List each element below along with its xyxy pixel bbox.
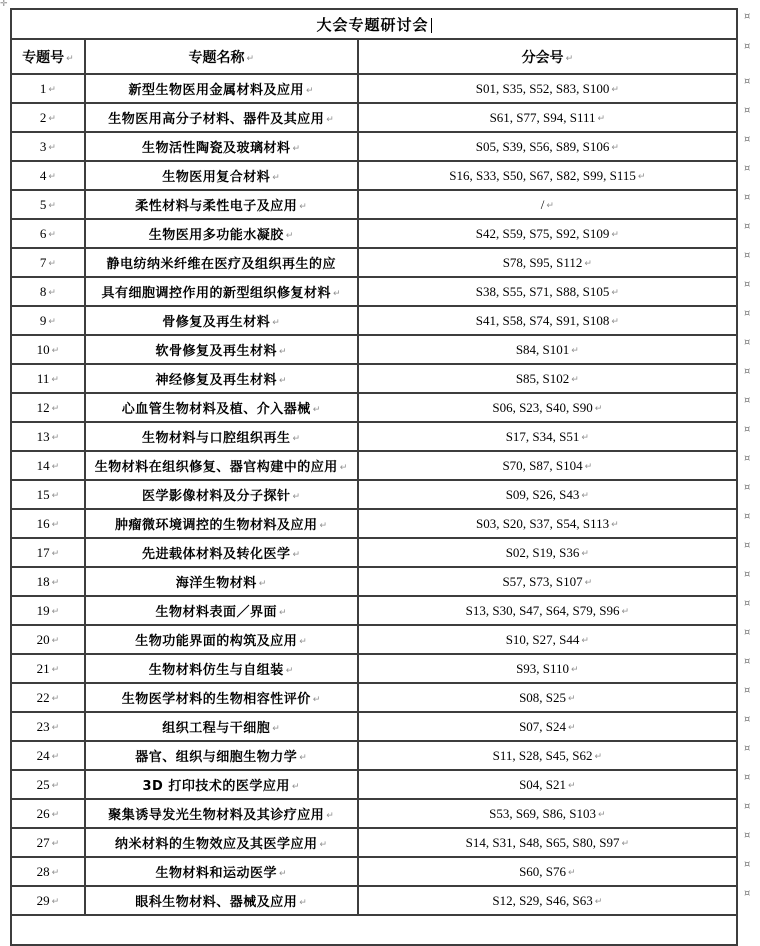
paragraph-mark-icon: ↵ bbox=[568, 693, 576, 704]
row-end-mark: ¤ bbox=[744, 192, 751, 203]
table-row bbox=[11, 886, 759, 915]
cell-session-codes[interactable]: S02, S19, S36 ↵ bbox=[358, 538, 737, 567]
paragraph-mark-icon: ↵ bbox=[51, 780, 60, 791]
paragraph-mark-icon: ↵ bbox=[299, 753, 308, 763]
cell-session-codes[interactable]: S78, S95, S112 ↵ bbox=[358, 248, 737, 277]
table-row bbox=[11, 190, 759, 219]
paragraph-mark-icon: ↵ bbox=[611, 519, 619, 530]
cell-session-codes[interactable]: S12, S29, S46, S63 ↵ bbox=[358, 886, 737, 915]
header-topic-no[interactable]: 专题号 ↵ bbox=[11, 39, 85, 74]
paragraph-mark-icon: ↵ bbox=[48, 200, 56, 211]
cell-session-codes[interactable]: S05, S39, S56, S89, S106 ↵ bbox=[358, 132, 737, 161]
paragraph-mark-icon: ↵ bbox=[597, 113, 606, 124]
table-row bbox=[11, 857, 759, 886]
table-row bbox=[11, 567, 759, 596]
cell-session-codes[interactable]: / ↵ bbox=[358, 190, 737, 219]
row-end-mark: ¤ bbox=[744, 453, 751, 464]
cell-topic-name[interactable]: 器官、组织与细胞生物力学 ↵ bbox=[85, 741, 358, 770]
paragraph-mark-icon: ↵ bbox=[51, 403, 60, 414]
row-end-mark: ¤ bbox=[744, 627, 751, 638]
paragraph-mark-icon: ↵ bbox=[278, 376, 287, 386]
cell-session-codes[interactable]: S38, S55, S71, S88, S105 ↵ bbox=[358, 277, 737, 306]
cell-session-codes[interactable]: S70, S87, S104 ↵ bbox=[358, 451, 737, 480]
cell-topic-no[interactable]: 20 ↵ bbox=[11, 625, 85, 654]
row-end-mark: ¤ bbox=[744, 482, 751, 493]
cell-topic-name[interactable]: 生物功能界面的构筑及应用 ↵ bbox=[85, 625, 358, 654]
cell-topic-no[interactable]: 16 ↵ bbox=[11, 509, 85, 538]
paragraph-mark-icon: ↵ bbox=[48, 84, 56, 95]
row-end-mark: ¤ bbox=[744, 11, 751, 22]
paragraph-mark-icon: ↵ bbox=[621, 606, 630, 617]
cell-session-codes[interactable]: S09, S26, S43 ↵ bbox=[358, 480, 737, 509]
paragraph-mark-icon: ↵ bbox=[48, 113, 56, 124]
row-end-mark: ¤ bbox=[744, 424, 751, 435]
row-end-mark: ¤ bbox=[744, 511, 751, 522]
header-row bbox=[11, 39, 759, 74]
cell-topic-name[interactable]: 纳米材料的生物效应及其医学应用 ↵ bbox=[85, 828, 358, 857]
cell-topic-name[interactable]: 组织工程与干细胞 ↵ bbox=[85, 712, 358, 741]
cell-topic-name[interactable]: 生物医用高分子材料、器件及其应用 ↵ bbox=[85, 103, 358, 132]
cell-topic-no[interactable]: 7 ↵ bbox=[11, 248, 85, 277]
paragraph-mark-icon: ↵ bbox=[51, 432, 60, 443]
table-row bbox=[11, 364, 759, 393]
cell-topic-no[interactable]: 22 ↵ bbox=[11, 683, 85, 712]
paragraph-mark-icon: ↵ bbox=[51, 751, 60, 762]
row-end-mark: ¤ bbox=[744, 105, 751, 116]
table-row bbox=[11, 132, 759, 161]
paragraph-mark-icon: ↵ bbox=[48, 229, 56, 240]
paragraph-mark-icon: ↵ bbox=[51, 345, 60, 356]
row-end-mark: ¤ bbox=[744, 221, 751, 232]
row-end-mark: ¤ bbox=[744, 540, 751, 551]
paragraph-mark-icon: ↵ bbox=[291, 782, 300, 792]
paragraph-mark-icon: ↵ bbox=[621, 838, 630, 849]
cell-session-codes[interactable]: S14, S31, S48, S65, S80, S97 ↵ bbox=[358, 828, 737, 857]
paragraph-mark-icon: ↵ bbox=[571, 374, 579, 385]
cell-topic-name[interactable]: 先进载体材料及转化医学 ↵ bbox=[85, 538, 358, 567]
table-row bbox=[11, 306, 759, 335]
paragraph-mark-icon: ↵ bbox=[51, 867, 60, 878]
paragraph-mark-icon: ↵ bbox=[594, 403, 603, 414]
cell-topic-no[interactable]: 17 ↵ bbox=[11, 538, 85, 567]
paragraph-mark-icon: ↵ bbox=[312, 405, 321, 415]
cell-topic-no[interactable]: 5 ↵ bbox=[11, 190, 85, 219]
table-body bbox=[11, 9, 759, 945]
cell-session-codes[interactable]: S06, S23, S40, S90 ↵ bbox=[358, 393, 737, 422]
row-end-mark: ¤ bbox=[744, 801, 751, 812]
paragraph-mark-icon: ↵ bbox=[305, 86, 314, 96]
row-end-mark: ¤ bbox=[744, 76, 751, 87]
row-end-mark: ¤ bbox=[744, 830, 751, 841]
cell-topic-name[interactable]: 海洋生物材料 ↵ bbox=[85, 567, 358, 596]
paragraph-mark-icon: ↵ bbox=[51, 606, 60, 617]
paragraph-mark-icon: ↵ bbox=[51, 548, 60, 559]
table-row bbox=[11, 509, 759, 538]
table-row bbox=[11, 74, 759, 103]
cell-session-codes[interactable]: S13, S30, S47, S64, S79, S96 ↵ bbox=[358, 596, 737, 625]
cell-session-codes[interactable]: S01, S35, S52, S83, S100 ↵ bbox=[358, 74, 737, 103]
cell-session-codes[interactable]: S16, S33, S50, S67, S82, S99, S115 ↵ bbox=[358, 161, 737, 190]
paragraph-mark-icon: ↵ bbox=[51, 490, 60, 501]
paragraph-mark-icon: ↵ bbox=[581, 490, 589, 501]
row-end-mark: ¤ bbox=[744, 134, 751, 145]
paragraph-mark-icon: ↵ bbox=[51, 896, 60, 907]
paragraph-mark-icon: ↵ bbox=[584, 461, 593, 472]
table-row bbox=[11, 654, 759, 683]
cell-topic-name[interactable]: 生物材料与口腔组织再生 ↵ bbox=[85, 422, 358, 451]
cell-topic-name[interactable]: 生物材料仿生与自组装 ↵ bbox=[85, 654, 358, 683]
paragraph-mark-icon: ↵ bbox=[272, 318, 281, 328]
paragraph-mark-icon: ↵ bbox=[278, 347, 287, 357]
row-end-mark: ¤ bbox=[744, 395, 751, 406]
paragraph-mark-icon: ↵ bbox=[581, 635, 589, 646]
cell-topic-no[interactable]: 28 ↵ bbox=[11, 857, 85, 886]
paragraph-mark-icon: ↵ bbox=[51, 374, 59, 385]
cell-topic-name[interactable]: 生物活性陶瓷及玻璃材料 ↵ bbox=[85, 132, 358, 161]
paragraph-mark-icon: ↵ bbox=[594, 751, 603, 762]
cell-topic-name[interactable]: 心血管生物材料及植、介入器械 ↵ bbox=[85, 393, 358, 422]
cell-topic-no[interactable]: 9 ↵ bbox=[11, 306, 85, 335]
paragraph-mark-icon: ↵ bbox=[319, 521, 328, 531]
cell-topic-name[interactable]: 具有细胞调控作用的新型组织修复材料 ↵ bbox=[85, 277, 358, 306]
cell-topic-no[interactable]: 8 ↵ bbox=[11, 277, 85, 306]
paragraph-mark-icon: ↵ bbox=[611, 287, 619, 298]
text-cursor bbox=[431, 18, 432, 33]
cell-topic-no[interactable]: 13 ↵ bbox=[11, 422, 85, 451]
paragraph-mark-icon: ↵ bbox=[51, 722, 60, 733]
table-row bbox=[11, 625, 759, 654]
paragraph-mark-icon: ↵ bbox=[637, 171, 646, 182]
paragraph-mark-icon: ↵ bbox=[319, 840, 328, 850]
paragraph-mark-icon: ↵ bbox=[66, 53, 74, 64]
cell-topic-name[interactable]: 骨修复及再生材料 ↵ bbox=[85, 306, 358, 335]
paragraph-mark-icon: ↵ bbox=[568, 867, 576, 878]
cell-topic-name[interactable]: 柔性材料与柔性电子及应用 ↵ bbox=[85, 190, 358, 219]
paragraph-mark-icon: ↵ bbox=[326, 115, 335, 125]
cell-topic-no[interactable]: 14 ↵ bbox=[11, 451, 85, 480]
paragraph-mark-icon: ↵ bbox=[546, 200, 554, 211]
cell-topic-name[interactable]: 医学影像材料及分子探针 ↵ bbox=[85, 480, 358, 509]
paragraph-mark-icon: ↵ bbox=[48, 316, 56, 327]
row-end-mark: ¤ bbox=[744, 743, 751, 754]
row-end-mark: ¤ bbox=[744, 859, 751, 870]
paragraph-mark-icon: ↵ bbox=[611, 316, 619, 327]
paragraph-mark-icon: ↵ bbox=[611, 229, 619, 240]
paragraph-mark-icon: ↵ bbox=[48, 142, 56, 153]
paragraph-mark-icon: ↵ bbox=[299, 898, 308, 908]
row-end-mark: ¤ bbox=[744, 888, 751, 899]
row-end-mark: ¤ bbox=[744, 41, 751, 52]
title-row bbox=[11, 9, 759, 39]
cell-session-codes[interactable]: S93, S110 ↵ bbox=[358, 654, 737, 683]
cell-topic-name[interactable]: 生物医学材料的生物相容性评价 ↵ bbox=[85, 683, 358, 712]
paragraph-mark-icon: ↵ bbox=[51, 461, 60, 472]
cell-topic-no[interactable]: 4 ↵ bbox=[11, 161, 85, 190]
paragraph-mark-icon: ↵ bbox=[299, 202, 308, 212]
cell-session-codes[interactable]: S10, S27, S44 ↵ bbox=[358, 625, 737, 654]
cell-topic-no[interactable]: 18 ↵ bbox=[11, 567, 85, 596]
cell-topic-name[interactable]: 新型生物医用金属材料及应用 ↵ bbox=[85, 74, 358, 103]
paragraph-mark-icon: ↵ bbox=[51, 693, 60, 704]
paragraph-mark-icon: ↵ bbox=[581, 548, 589, 559]
cell-session-codes[interactable]: S84, S101 ↵ bbox=[358, 335, 737, 364]
cell-topic-no[interactable]: 1 ↵ bbox=[11, 74, 85, 103]
paragraph-mark-icon: ↵ bbox=[246, 53, 254, 64]
paragraph-mark-icon: ↵ bbox=[272, 724, 281, 734]
cell-topic-name[interactable]: 生物材料在组织修复、器官构建中的应用 ↵ bbox=[85, 451, 358, 480]
paragraph-mark-icon: ↵ bbox=[565, 53, 574, 64]
paragraph-mark-icon: ↵ bbox=[292, 144, 301, 154]
paragraph-mark-icon: ↵ bbox=[332, 289, 341, 299]
cell-topic-no[interactable]: 21 ↵ bbox=[11, 654, 85, 683]
paragraph-mark-icon: ↵ bbox=[51, 809, 60, 820]
cell-topic-name[interactable]: 眼科生物材料、器械及应用 ↵ bbox=[85, 886, 358, 915]
table-row bbox=[11, 828, 759, 857]
paragraph-mark-icon: ↵ bbox=[285, 666, 294, 676]
row-end-mark: ¤ bbox=[744, 250, 751, 261]
cell-topic-name[interactable]: 静电纺纳米纤维在医疗及组织再生的应 bbox=[85, 248, 358, 277]
table-row bbox=[11, 770, 759, 799]
paragraph-mark-icon: ↵ bbox=[51, 635, 60, 646]
cell-session-codes[interactable]: S11, S28, S45, S62 ↵ bbox=[358, 741, 737, 770]
table-row bbox=[11, 596, 759, 625]
paragraph-mark-icon: ↵ bbox=[258, 579, 267, 589]
table-row bbox=[11, 335, 759, 364]
cell-topic-no[interactable]: 6 ↵ bbox=[11, 219, 85, 248]
cell-topic-name[interactable]: 3D 打印技术的医学应用 ↵ bbox=[85, 770, 358, 799]
cell-topic-no[interactable]: 12 ↵ bbox=[11, 393, 85, 422]
table-handle-icon: ✛ bbox=[0, 0, 8, 9]
cell-session-codes[interactable]: S85, S102 ↵ bbox=[358, 364, 737, 393]
row-end-mark: ¤ bbox=[744, 279, 751, 290]
paragraph-mark-icon: ↵ bbox=[339, 463, 348, 473]
cell-topic-no[interactable]: 26 ↵ bbox=[11, 799, 85, 828]
row-end-mark: ¤ bbox=[744, 308, 751, 319]
cell-session-codes[interactable]: S41, S58, S74, S91, S108 ↵ bbox=[358, 306, 737, 335]
paragraph-mark-icon: ↵ bbox=[568, 780, 576, 791]
partial-next-row bbox=[11, 915, 759, 945]
cell-topic-name[interactable]: 肿瘤微环境调控的生物材料及应用 ↵ bbox=[85, 509, 358, 538]
paragraph-mark-icon: ↵ bbox=[292, 434, 301, 444]
cell-topic-no[interactable]: 10 ↵ bbox=[11, 335, 85, 364]
paragraph-mark-icon: ↵ bbox=[611, 142, 619, 153]
cell-topic-no[interactable]: 15 ↵ bbox=[11, 480, 85, 509]
row-end-mark: ¤ bbox=[744, 163, 751, 174]
header-session-codes[interactable]: 分会号 ↵ bbox=[358, 39, 737, 74]
paragraph-mark-icon: ↵ bbox=[568, 722, 576, 733]
cell-topic-name[interactable]: 生物材料表面／界面 ↵ bbox=[85, 596, 358, 625]
row-end-mark: ¤ bbox=[744, 337, 751, 348]
paragraph-mark-icon: ↵ bbox=[292, 550, 301, 560]
paragraph-mark-icon: ↵ bbox=[51, 577, 60, 588]
cell-topic-no[interactable]: 23 ↵ bbox=[11, 712, 85, 741]
cell-topic-no[interactable]: 2 ↵ bbox=[11, 103, 85, 132]
table-row bbox=[11, 451, 759, 480]
table-row bbox=[11, 683, 759, 712]
paragraph-mark-icon: ↵ bbox=[285, 231, 294, 241]
paragraph-mark-icon: ↵ bbox=[571, 345, 579, 356]
table-row bbox=[11, 103, 759, 132]
header-topic-name[interactable]: 专题名称 ↵ bbox=[85, 39, 358, 74]
cell-topic-name[interactable]: 神经修复及再生材料 ↵ bbox=[85, 364, 358, 393]
cell-topic-name[interactable]: 生物医用复合材料 ↵ bbox=[85, 161, 358, 190]
cell-session-codes[interactable]: S53, S69, S86, S103 ↵ bbox=[358, 799, 737, 828]
table-row bbox=[11, 219, 759, 248]
table-row bbox=[11, 741, 759, 770]
table-row bbox=[11, 422, 759, 451]
paragraph-mark-icon: ↵ bbox=[584, 258, 592, 269]
paragraph-mark-icon: ↵ bbox=[326, 811, 335, 821]
paragraph-mark-icon: ↵ bbox=[51, 519, 60, 530]
cell-topic-name[interactable]: 软骨修复及再生材料 ↵ bbox=[85, 335, 358, 364]
cell-topic-name[interactable]: 生物材料和运动医学 ↵ bbox=[85, 857, 358, 886]
paragraph-mark-icon: ↵ bbox=[272, 173, 281, 183]
partial-cell[interactable] bbox=[11, 915, 737, 945]
cell-topic-no[interactable]: 29 ↵ bbox=[11, 886, 85, 915]
paragraph-mark-icon: ↵ bbox=[571, 664, 579, 675]
paragraph-mark-icon: ↵ bbox=[51, 664, 60, 675]
cell-session-codes[interactable]: S04, S21 ↵ bbox=[358, 770, 737, 799]
cell-topic-name[interactable]: 聚集诱导发光生物材料及其诊疗应用 ↵ bbox=[85, 799, 358, 828]
symposium-table bbox=[10, 8, 760, 946]
row-end-mark: ¤ bbox=[744, 685, 751, 696]
table-row bbox=[11, 161, 759, 190]
cell-session-codes[interactable]: S57, S73, S107 ↵ bbox=[358, 567, 737, 596]
cell-topic-name[interactable]: 生物医用多功能水凝胶 ↵ bbox=[85, 219, 358, 248]
cell-session-codes[interactable]: S07, S24 ↵ bbox=[358, 712, 737, 741]
cell-session-codes[interactable]: S17, S34, S51 ↵ bbox=[358, 422, 737, 451]
paragraph-mark-icon: ↵ bbox=[581, 432, 589, 443]
paragraph-mark-icon: ↵ bbox=[278, 608, 287, 618]
cell-topic-no[interactable]: 11 ↵ bbox=[11, 364, 85, 393]
table-row bbox=[11, 480, 759, 509]
table-row bbox=[11, 799, 759, 828]
paragraph-mark-icon: ↵ bbox=[594, 896, 603, 907]
table-row bbox=[11, 712, 759, 741]
table-title: 大会专题研讨会 bbox=[316, 15, 429, 34]
paragraph-mark-icon: ↵ bbox=[278, 869, 287, 879]
table-row bbox=[11, 277, 759, 306]
cell-session-codes[interactable]: S42, S59, S75, S92, S109 ↵ bbox=[358, 219, 737, 248]
cell-session-codes[interactable]: S03, S20, S37, S54, S113 ↵ bbox=[358, 509, 737, 538]
paragraph-mark-icon: ↵ bbox=[299, 637, 308, 647]
table-row bbox=[11, 248, 759, 277]
cell-session-codes[interactable]: S08, S25 ↵ bbox=[358, 683, 737, 712]
row-end-mark: ¤ bbox=[744, 569, 751, 580]
row-end-mark: ¤ bbox=[744, 656, 751, 667]
cell-topic-no[interactable]: 24 ↵ bbox=[11, 741, 85, 770]
cell-topic-no[interactable]: 27 ↵ bbox=[11, 828, 85, 857]
cell-topic-no[interactable]: 25 ↵ bbox=[11, 770, 85, 799]
cell-topic-no[interactable]: 3 ↵ bbox=[11, 132, 85, 161]
paragraph-mark-icon: ↵ bbox=[48, 258, 56, 269]
paragraph-mark-icon: ↵ bbox=[48, 171, 56, 182]
paragraph-mark-icon: ↵ bbox=[292, 492, 301, 502]
row-end-mark: ¤ bbox=[744, 714, 751, 725]
paragraph-mark-icon: ↵ bbox=[584, 577, 593, 588]
row-end-mark: ¤ bbox=[744, 366, 751, 377]
cell-session-codes[interactable]: S60, S76 ↵ bbox=[358, 857, 737, 886]
cell-session-codes[interactable]: S61, S77, S94, S111 ↵ bbox=[358, 103, 737, 132]
paragraph-mark-icon: ↵ bbox=[598, 809, 606, 820]
paragraph-mark-icon: ↵ bbox=[611, 84, 619, 95]
table-row bbox=[11, 393, 759, 422]
cell-topic-no[interactable]: 19 ↵ bbox=[11, 596, 85, 625]
table-row bbox=[11, 538, 759, 567]
row-end-mark: ¤ bbox=[744, 772, 751, 783]
paragraph-mark-icon: ↵ bbox=[51, 838, 60, 849]
table-title-cell[interactable] bbox=[11, 9, 737, 39]
row-end-mark: ¤ bbox=[744, 598, 751, 609]
paragraph-mark-icon: ↵ bbox=[48, 287, 56, 298]
paragraph-mark-icon: ↵ bbox=[312, 695, 321, 705]
